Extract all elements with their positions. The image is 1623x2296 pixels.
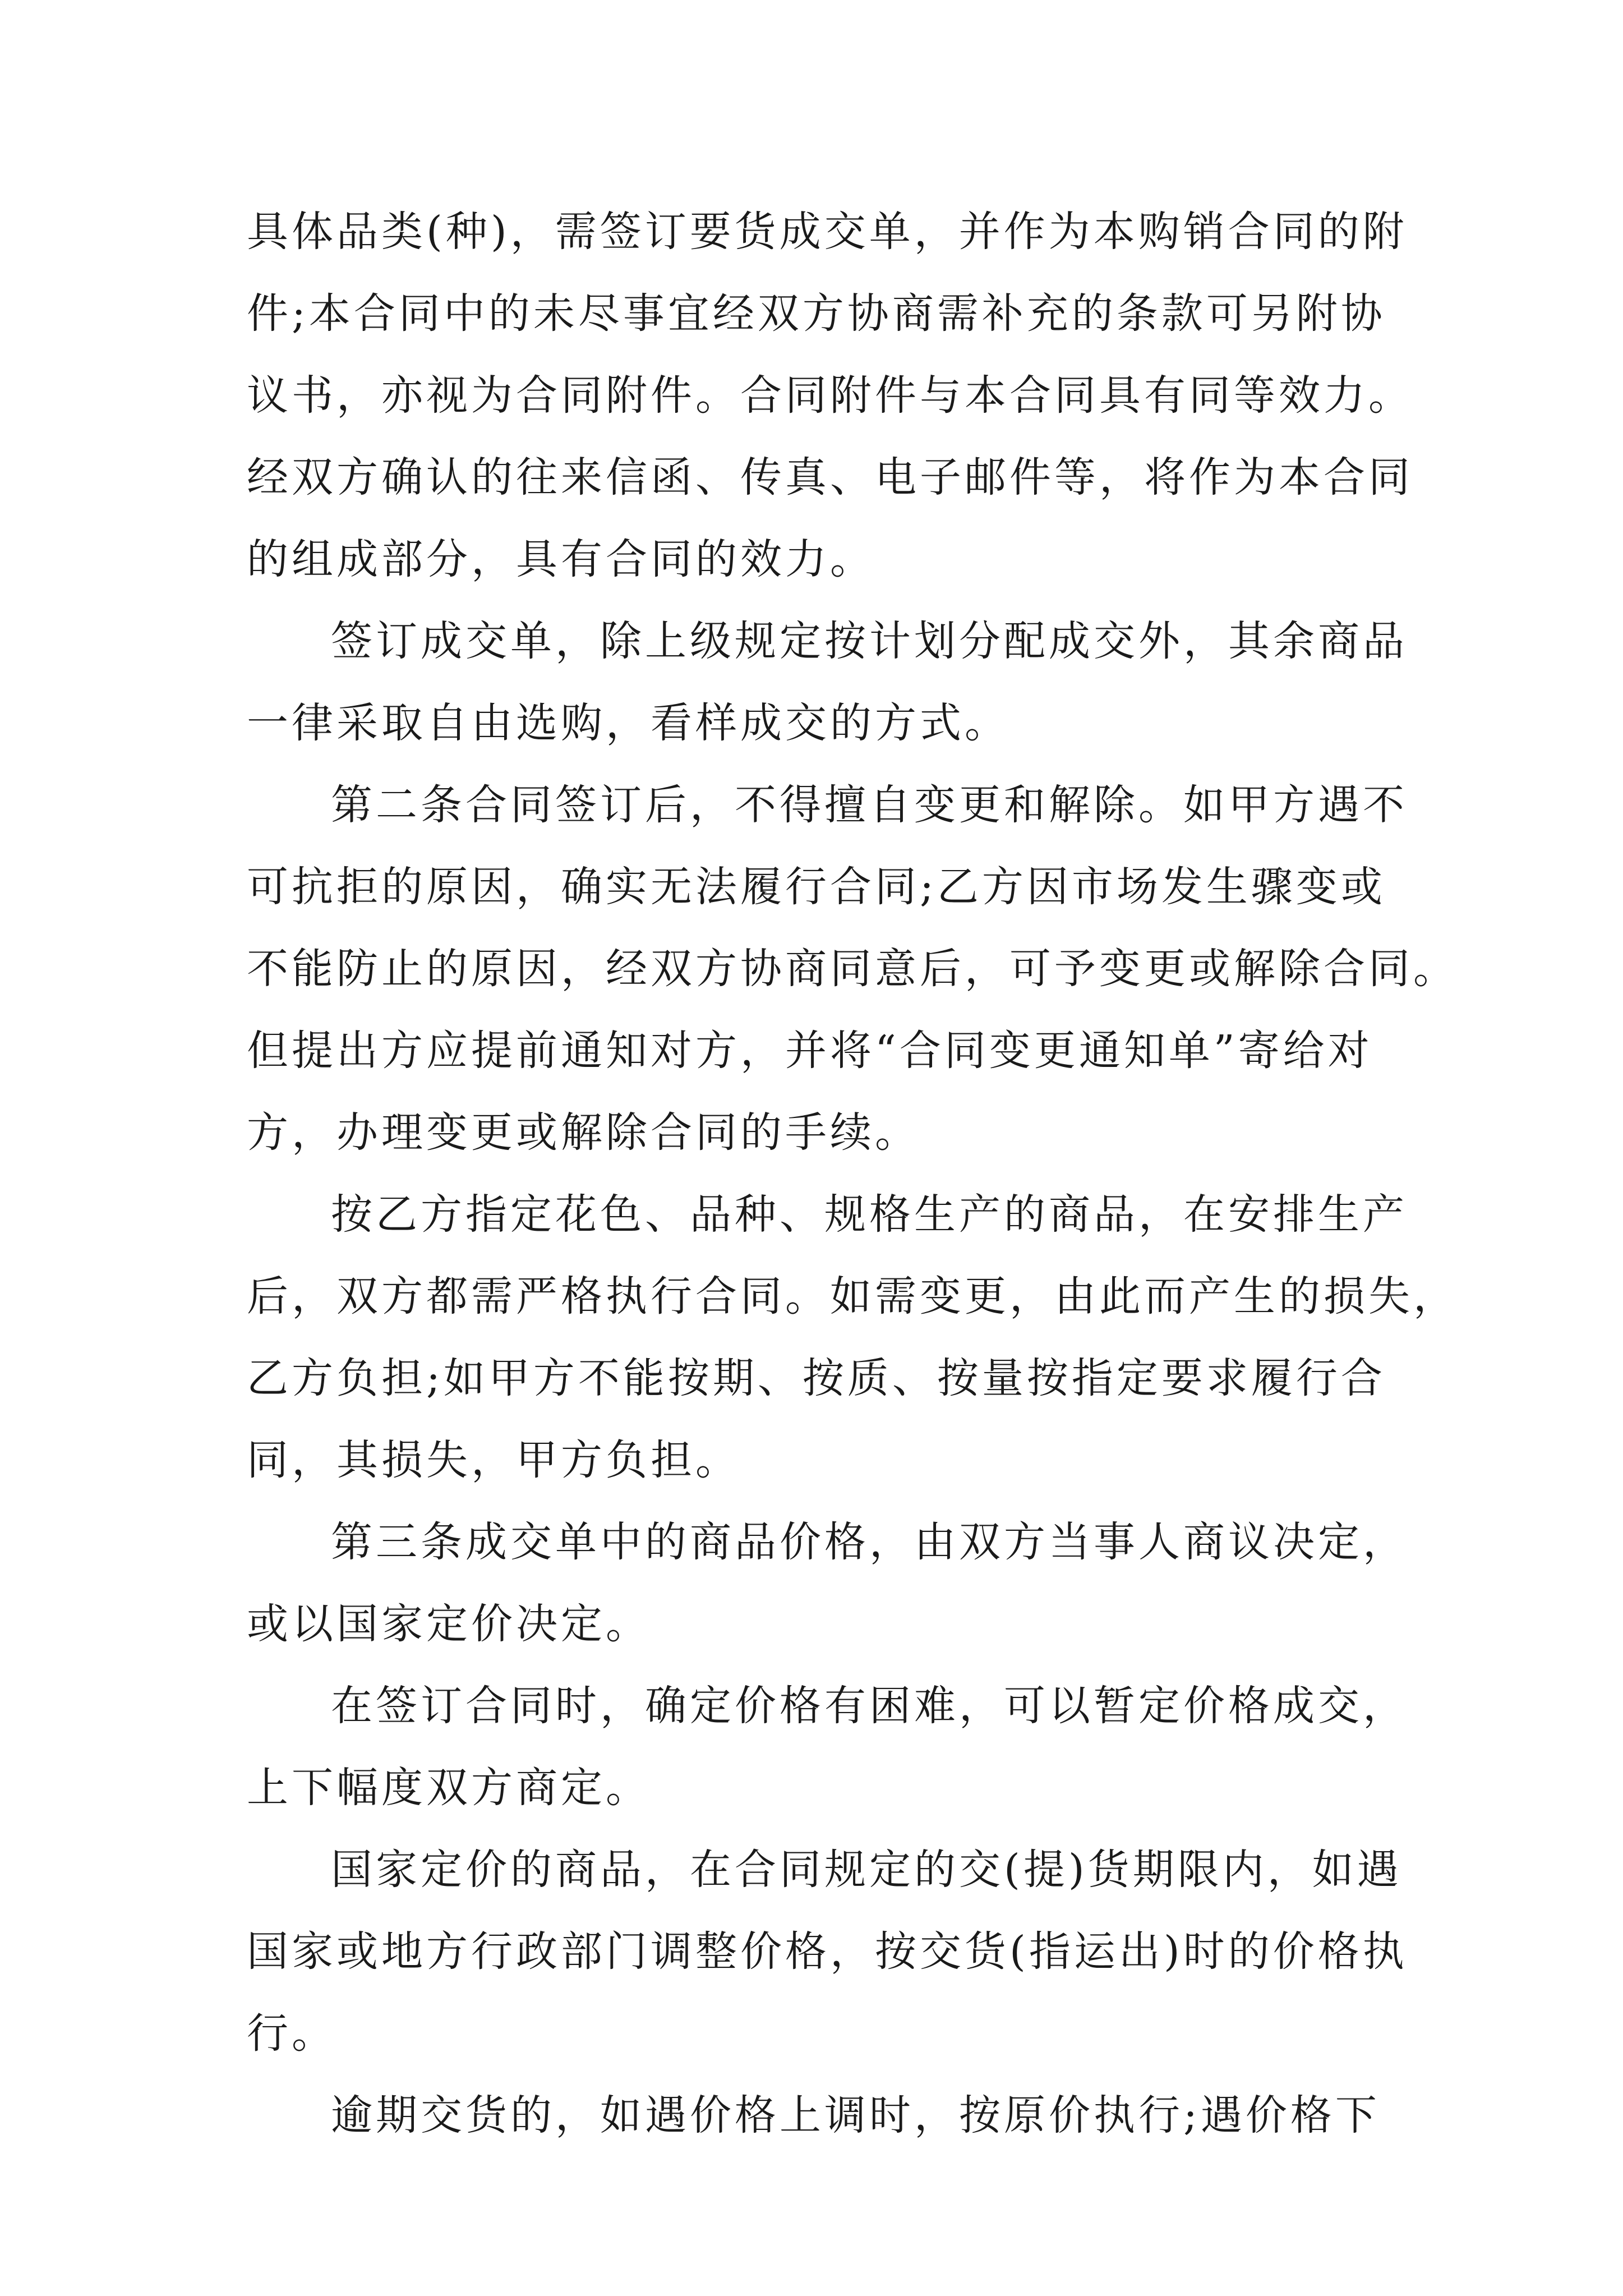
text-line-18: 或以国家定价决定。 <box>247 1600 651 1648</box>
text-line-24: 逾期交货的，如遇价格上调时，按原价执行;遇价格下 <box>331 2091 1380 2139</box>
text-line-8: 第二条合同签订后，不得擅自变更和解除。如甲方遇不 <box>331 781 1408 829</box>
text-line-4: 经双方确认的往来信函、传真、电子邮件等，将作为本合同 <box>247 453 1413 501</box>
text-line-14: 后，双方都需严格执行合同。如需变更，由此而产生的损失， <box>247 1272 1458 1320</box>
text-line-6: 签订成交单，除上级规定按计划分配成交外，其余商品 <box>331 617 1408 665</box>
document-body <box>247 191 1458 2156</box>
text-line-15: 乙方负担;如甲方不能按期、按质、按量按指定要求履行合 <box>247 1354 1386 1402</box>
text-line-1: 具体品类(种)，需签订要货成交单，并作为本购销合同的附 <box>247 208 1408 256</box>
text-line-13: 按乙方指定花色、品种、规格生产的商品，在安排生产 <box>331 1190 1408 1239</box>
text-line-9: 可抗拒的原因，确实无法履行合同;乙方因市场发生骤变或 <box>247 863 1386 911</box>
text-line-11: 但提出方应提前通知对方，并将“合同变更通知单”寄给对 <box>247 1027 1373 1075</box>
text-line-2: 件;本合同中的未尽事宜经双方协商需补充的条款可另附协 <box>247 289 1386 338</box>
text-line-22: 国家或地方行政部门调整价格，按交货(指运出)时的价格执 <box>247 1927 1408 1976</box>
text-line-17: 第三条成交单中的商品价格，由双方当事人商议决定， <box>331 1518 1408 1566</box>
text-line-10: 不能防止的原因，经双方协商同意后，可予变更或解除合同。 <box>247 945 1458 993</box>
text-line-23: 行。 <box>247 2009 336 2058</box>
text-line-21: 国家定价的商品，在合同规定的交(提)货期限内，如遇 <box>331 1846 1402 1894</box>
text-line-7: 一律采取自由选购，看样成交的方式。 <box>247 699 1009 747</box>
text-line-3: 议书，亦视为合同附件。合同附件与本合同具有同等效力。 <box>247 371 1413 420</box>
text-line-19: 在签订合同时，确定价格有困难，可以暂定价格成交， <box>331 1682 1408 1730</box>
text-line-20: 上下幅度双方商定。 <box>247 1764 651 1812</box>
text-line-5: 的组成部分，具有合同的效力。 <box>247 535 875 583</box>
text-line-12: 方，办理变更或解除合同的手续。 <box>247 1108 920 1157</box>
text-line-16: 同，其损失，甲方负担。 <box>247 1436 740 1484</box>
